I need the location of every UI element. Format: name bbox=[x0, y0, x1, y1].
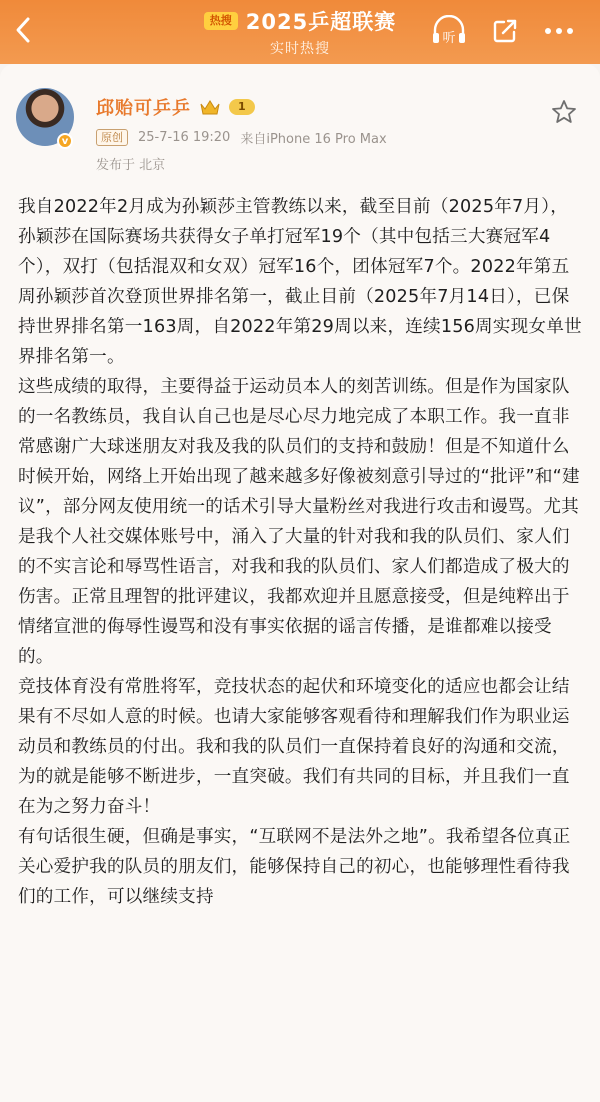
post-location: 发布于 北京 bbox=[96, 158, 166, 173]
crown-icon bbox=[199, 98, 221, 116]
post-paragraph: 竞技体育没有常胜将军，竞技状态的起伏和环境变化的适应也都会让结果有不尽如人意的时候。也请大家能够客观看待和理解我们作为职业运动员和教练员的付出。我和我的队员们一直保持着良好的沟通和交流，为的就是能够不断进步，一直突破。我们有共同的目标，并且我们一直在为之努力奋斗！ bbox=[18, 677, 570, 817]
hot-search-badge bbox=[204, 12, 238, 30]
author-row bbox=[96, 94, 255, 120]
header-bar bbox=[0, 0, 600, 64]
more-button[interactable] bbox=[540, 14, 578, 48]
username[interactable]: 邱贻可乒乒 bbox=[96, 98, 191, 119]
post-timestamp: 25-7-16 19:20 bbox=[138, 130, 231, 145]
post-meta bbox=[96, 128, 387, 147]
post-body bbox=[18, 192, 584, 912]
verified-badge-icon: v bbox=[57, 133, 73, 149]
original-badge: 原创 bbox=[96, 129, 128, 146]
share-icon bbox=[491, 17, 519, 45]
listen-button[interactable] bbox=[430, 14, 468, 48]
listen-label: 听 bbox=[442, 31, 456, 46]
page-subtitle: 实时热搜 bbox=[270, 41, 330, 57]
post-paragraph: 有句话很生硬，但确是事实，“互联网不是法外之地”。我希望各位真正关心爱护我的队员的朋友们，能够保持自己的初心，也能够理性看待我们的工作，可以继续支持 bbox=[18, 827, 571, 907]
page-title: 2025乒超联赛 bbox=[245, 10, 397, 34]
post-card bbox=[0, 64, 600, 1102]
post-source: 来自iPhone 16 Pro Max bbox=[240, 132, 387, 147]
favorite-star-icon[interactable] bbox=[550, 98, 578, 126]
hot-badge-label: 热搜 bbox=[209, 14, 232, 27]
member-level-badge: 1 bbox=[229, 99, 255, 115]
listen-icon bbox=[431, 15, 467, 47]
post-paragraph: 这些成绩的取得，主要得益于运动员本人的刻苦训练。但是作为国家队的一名教练员，我自认自己也是尽心尽力地完成了本职工作。我一直非常感谢广大球迷朋友对我及我的队员们的支持和鼓励！但是不知道什么时候开始，网络上开始出现了越来越多好像被刻意引导过的“批评”和“建议”，部分网友使用统一的话术引导大量粉丝对我进行攻击和谩骂。尤其是我个人社交媒体账号中，涌入了大量的针对我和我的队员们、家人们的不实言论和辱骂性语言，对我和我的队员们、家人们都造成了极大的伤害。正常且理智的批评建议，我都欢迎并且愿意接受，但是纯粹出于情绪宣泄的侮辱性谩骂和没有事实依据的谣言传播，是谁都难以接受的。 bbox=[18, 377, 580, 667]
post-paragraph: 我自2022年2月成为孙颖莎主管教练以来，截至目前（2025年7月），孙颖莎在国际赛场共获得女子单打冠军19个（其中包括三大赛冠军4个），双打（包括混双和女双）冠军16个，团体冠军7个。2022年第五周孙颖莎首次登顶世界排名第一，截止目前（2025年7月14日），已保持世界排名第一163周，自2022年第29周以来，连续156周实现女单世界排名第一。 bbox=[18, 197, 582, 367]
more-icon bbox=[545, 28, 573, 34]
share-button[interactable] bbox=[486, 14, 524, 48]
